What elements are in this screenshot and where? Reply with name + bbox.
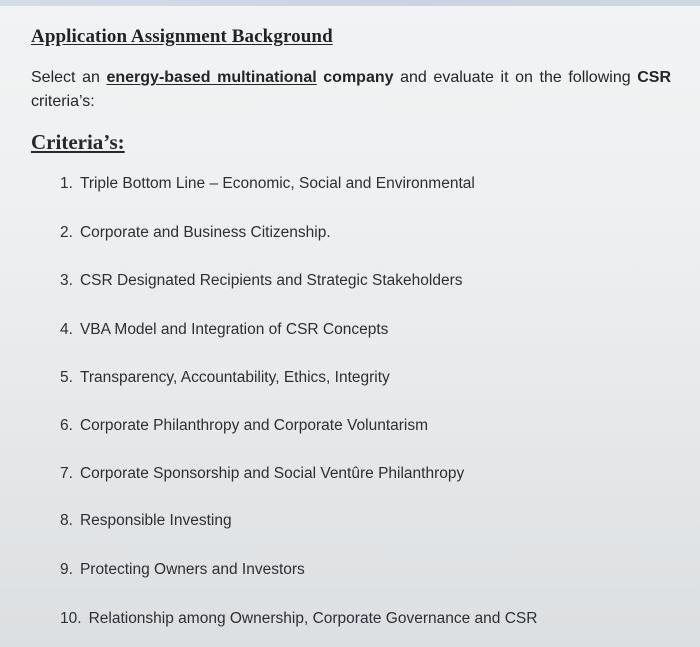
- intro-text-4: criteria’s:: [31, 93, 95, 110]
- criteria-text: VBA Model and Integration of CSR Concepts: [79, 321, 389, 338]
- criteria-number: 9.: [60, 561, 73, 578]
- criteria-text: Responsible Investing: [79, 512, 232, 529]
- criteria-text: Corporate Sponsorship and Social Ventûre Philanthropy: [79, 465, 465, 482]
- intro-emphasis-energy: energy-based multinational: [106, 69, 317, 86]
- criteria-number: 4.: [60, 321, 73, 338]
- criteria-number: 7.: [60, 465, 73, 482]
- criteria-item: [60, 561, 305, 579]
- criteria-item: [60, 224, 331, 242]
- document-title: Application Assignment Background: [31, 26, 333, 47]
- criteria-number: 3.: [60, 272, 73, 289]
- criteria-text: Transparency, Accountability, Ethics, Integrity: [79, 369, 390, 386]
- criteria-item: [60, 465, 464, 483]
- criteria-item: [60, 175, 475, 193]
- criteria-item: [60, 369, 390, 387]
- criteria-item: [60, 512, 232, 530]
- criteria-text: CSR Designated Recipients and Strategic Stakeholders: [79, 272, 463, 289]
- criteria-heading: Criteria’s:: [31, 130, 125, 154]
- intro-paragraph: [31, 66, 671, 114]
- criteria-text: Relationship among Ownership, Corporate Governance and CSR: [88, 610, 538, 627]
- criteria-item: [60, 417, 428, 435]
- criteria-text: Corporate and Business Citizenship.: [79, 224, 331, 241]
- criteria-number: 8.: [60, 512, 73, 529]
- criteria-text: Corporate Philanthropy and Corporate Voluntarism: [79, 417, 429, 434]
- criteria-number: 5.: [60, 369, 73, 386]
- criteria-item: [60, 272, 462, 290]
- top-edge: [0, 0, 700, 6]
- criteria-text: Protecting Owners and Investors: [79, 561, 305, 578]
- criteria-number: 10.: [60, 610, 82, 627]
- criteria-item: [60, 610, 537, 628]
- intro-text-3: and evaluate it on the following: [393, 69, 638, 86]
- criteria-item: [60, 321, 388, 339]
- intro-emphasis-company: company: [323, 69, 394, 86]
- criteria-number: 6.: [60, 417, 73, 434]
- criteria-text: Triple Bottom Line – Economic, Social and Environmental: [79, 175, 475, 192]
- criteria-number: 2.: [60, 224, 73, 241]
- intro-emphasis-csr: CSR: [637, 69, 671, 86]
- criteria-number: 1.: [60, 175, 73, 192]
- intro-text-1: Select an: [31, 69, 107, 86]
